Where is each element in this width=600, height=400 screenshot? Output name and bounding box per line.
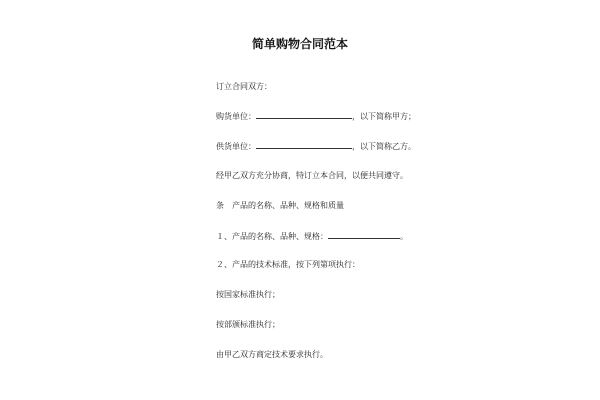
parties-heading-text: 订立合同双方：: [216, 82, 272, 91]
article-heading: [216, 201, 344, 211]
article-heading-text: 条 产品的名称、品种、规格和质量: [216, 201, 344, 210]
intro-paragraph: [216, 171, 408, 181]
ministry-standard-text: 按部颁标准执行；: [216, 320, 280, 329]
intro-text: 经甲乙双方充分协商，特订立本合同，以便共同遵守。: [216, 171, 408, 180]
buyer-blank-field: [256, 111, 352, 119]
seller-suffix: ，以下简称乙方。: [352, 142, 416, 151]
mutual-standard-line: [216, 350, 328, 360]
item1-line: [216, 231, 408, 242]
item1-blank-field: [328, 231, 400, 239]
item2-text: ２、产品的技术标准，按下列第项执行：: [216, 260, 360, 269]
seller-label: 供货单位：: [216, 142, 256, 151]
buyer-label: 购货单位：: [216, 112, 256, 121]
mutual-standard-text: 由甲乙双方商定技术要求执行。: [216, 350, 328, 359]
document-title: 简单购物合同范本: [251, 37, 348, 51]
buyer-suffix: ，以下简称甲方；: [352, 112, 416, 121]
item1-suffix: 。: [400, 232, 408, 241]
national-standard-line: [216, 290, 280, 300]
ministry-standard-line: [216, 320, 280, 330]
national-standard-text: 按国家标准执行；: [216, 290, 280, 299]
buyer-line: [216, 111, 416, 122]
parties-heading: [216, 82, 272, 92]
seller-blank-field: [256, 141, 352, 149]
seller-line: [216, 141, 416, 152]
item2-line: [216, 260, 360, 270]
item1-label: １、产品的名称、品种、规格：: [216, 232, 328, 241]
